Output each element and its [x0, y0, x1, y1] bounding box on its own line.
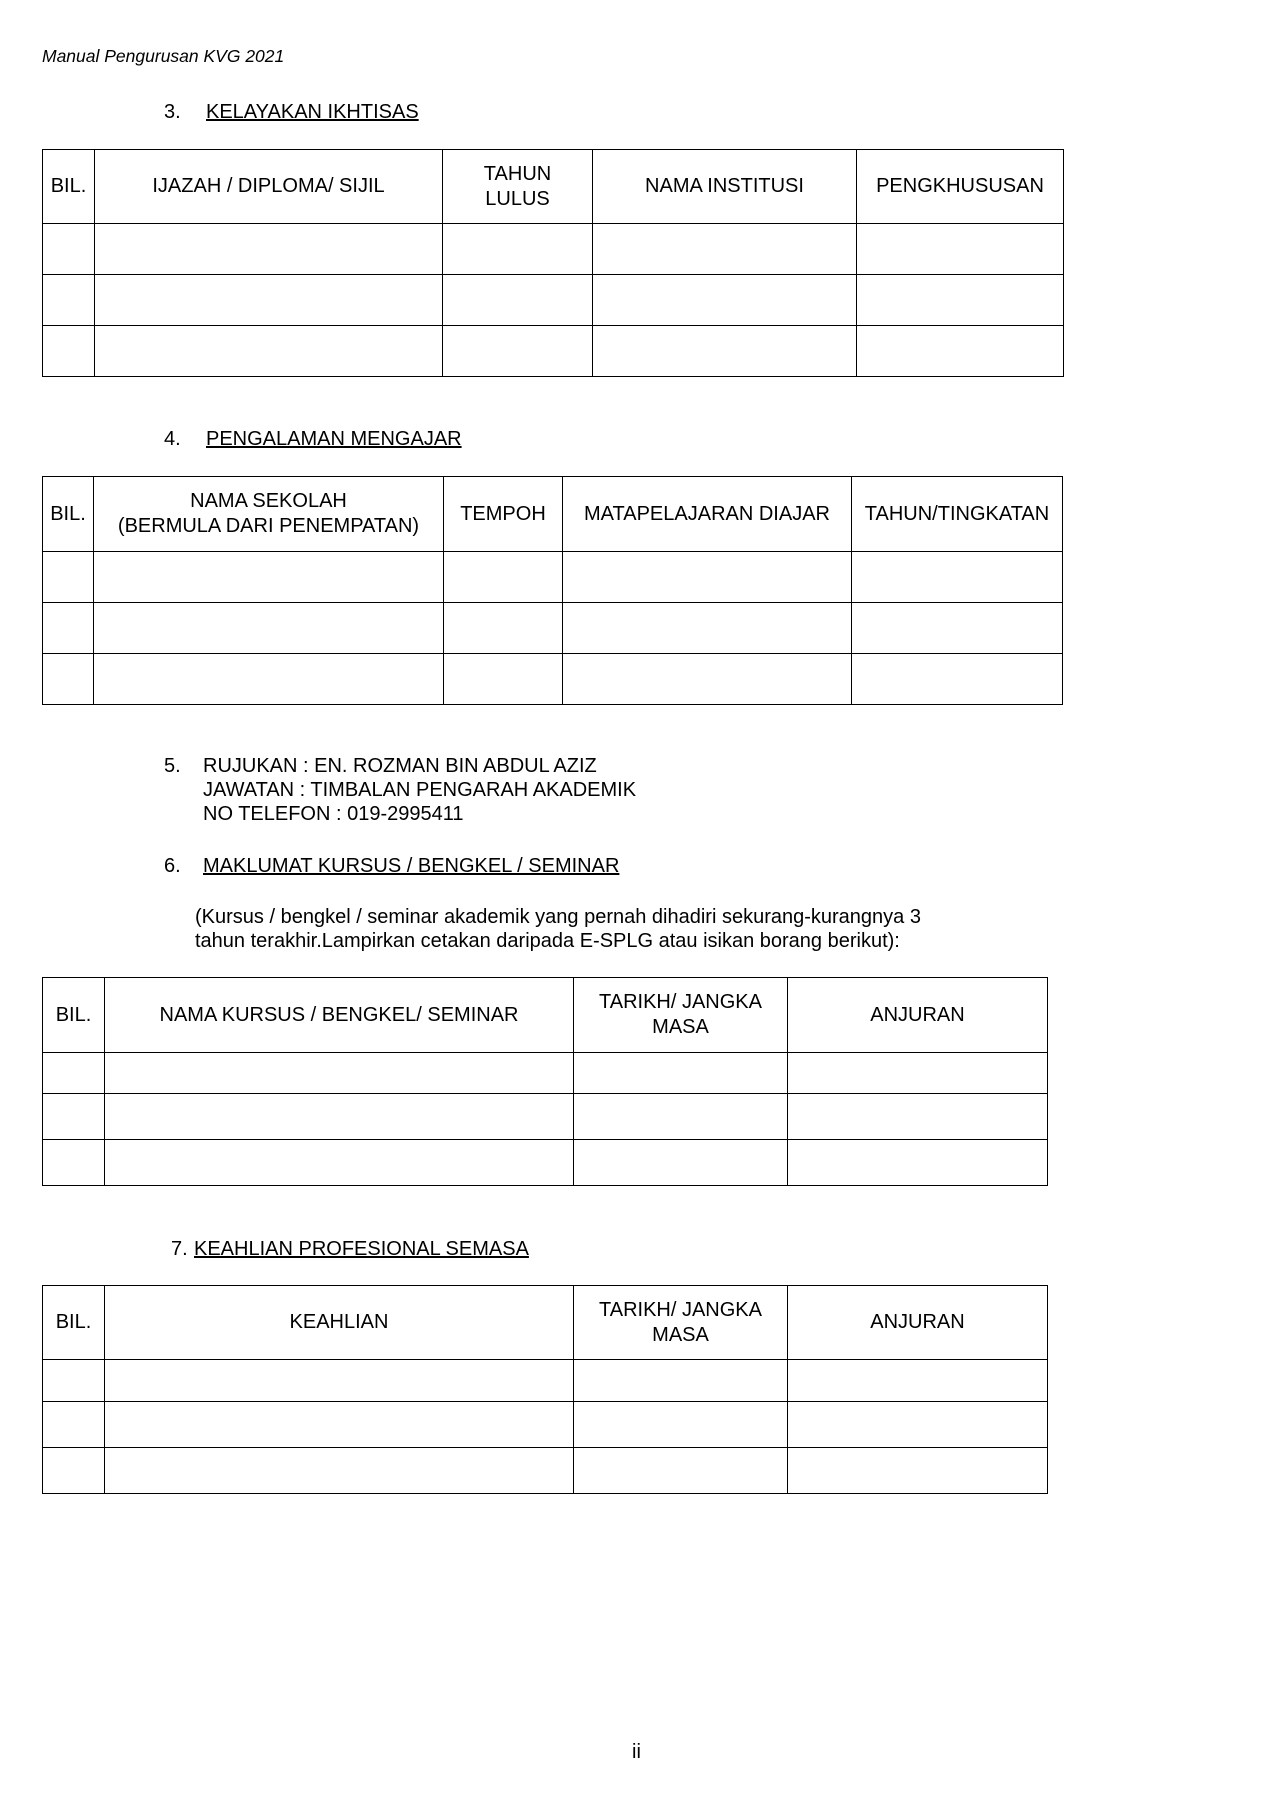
input-cell[interactable]: [43, 1094, 105, 1140]
section-6-title: MAKLUMAT KURSUS / BENGKEL / SEMINAR: [203, 855, 620, 877]
input-cell[interactable]: [43, 224, 95, 275]
qualification-table: [42, 149, 1064, 377]
col-tahun: TAHUN: [483, 162, 552, 185]
input-cell[interactable]: [788, 1448, 1048, 1494]
input-cell[interactable]: [95, 275, 443, 326]
input-cell[interactable]: [43, 1360, 105, 1402]
input-cell[interactable]: [105, 1360, 574, 1402]
section-6-heading: [164, 855, 619, 878]
input-cell[interactable]: [43, 1448, 105, 1494]
table-row: [43, 552, 1063, 603]
col-tarikh-line1: TARIKH/ JANGKA: [599, 991, 762, 1013]
input-cell[interactable]: [443, 275, 593, 326]
col-nama-institusi: NAMA INSTITUSI: [593, 150, 857, 224]
section-4-title: PENGALAMAN MENGAJAR: [206, 428, 462, 450]
input-cell[interactable]: [444, 552, 563, 603]
col-nama-kursus: NAMA KURSUS / BENGKEL/ SEMINAR: [105, 978, 574, 1053]
input-cell[interactable]: [105, 1402, 574, 1448]
running-header: Manual Pengurusan KVG 2021: [42, 46, 285, 66]
col-matapelajaran: MATAPELAJARAN DIAJAR: [563, 477, 852, 552]
input-cell[interactable]: [574, 1360, 788, 1402]
input-cell[interactable]: [444, 654, 563, 705]
input-cell[interactable]: [563, 654, 852, 705]
col-tarikh-line1: TARIKH/ JANGKA: [599, 1298, 762, 1321]
section-3-title: KELAYAKAN IKHTISAS: [206, 101, 419, 123]
col-bil: BIL.: [43, 1286, 105, 1360]
section-7-heading: [171, 1238, 529, 1261]
teaching-experience-table: [42, 476, 1063, 705]
input-cell[interactable]: [574, 1053, 788, 1094]
page-number: ii: [632, 1741, 641, 1763]
section-5-number: 5.: [164, 755, 181, 777]
input-cell[interactable]: [852, 654, 1063, 705]
col-keahlian: KEAHLIAN: [105, 1286, 574, 1360]
col-tahun-tingkatan: TAHUN/TINGKATAN: [852, 477, 1063, 552]
table-row: [43, 1140, 1048, 1186]
input-cell[interactable]: [563, 603, 852, 654]
input-cell[interactable]: [95, 224, 443, 275]
col-ijazah: IJAZAH / DIPLOMA/ SIJIL: [95, 150, 443, 224]
input-cell[interactable]: [852, 552, 1063, 603]
input-cell[interactable]: [593, 224, 857, 275]
col-tarikh: [574, 1286, 788, 1360]
section-3-heading: [164, 101, 419, 124]
col-tahun-lulus: [443, 150, 593, 224]
col-tarikh-line2: MASA: [652, 1016, 709, 1038]
input-cell[interactable]: [43, 603, 94, 654]
input-cell[interactable]: [574, 1448, 788, 1494]
input-cell[interactable]: [593, 275, 857, 326]
input-cell[interactable]: [94, 654, 444, 705]
section-6-note-line1: (Kursus / bengkel / seminar akademik yang pernah dihadiri sekurang-kurangnya 3: [195, 906, 921, 928]
col-bil: BIL.: [43, 978, 105, 1053]
input-cell[interactable]: [574, 1140, 788, 1186]
courses-header-row: [43, 978, 1048, 1053]
section-4-number: 4.: [164, 428, 181, 450]
section-3-number: 3.: [164, 101, 181, 123]
input-cell[interactable]: [444, 603, 563, 654]
input-cell[interactable]: [105, 1140, 574, 1186]
membership-header-row: [43, 1286, 1048, 1360]
input-cell[interactable]: [43, 326, 95, 377]
col-tarikh-line2: MASA: [652, 1323, 709, 1346]
input-cell[interactable]: [443, 326, 593, 377]
input-cell[interactable]: [43, 1140, 105, 1186]
input-cell[interactable]: [788, 1094, 1048, 1140]
table-row: [43, 1448, 1048, 1494]
col-bil: BIL.: [43, 150, 95, 224]
table-row: [43, 275, 1064, 326]
input-cell[interactable]: [788, 1402, 1048, 1448]
table-row: [43, 1053, 1048, 1094]
col-anjuran: ANJURAN: [788, 1286, 1048, 1360]
input-cell[interactable]: [788, 1360, 1048, 1402]
section-4-heading: [164, 428, 462, 451]
input-cell[interactable]: [593, 326, 857, 377]
col-nama-sekolah-line2: (BERMULA DARI PENEMPATAN): [117, 515, 420, 537]
col-tarikh: [574, 978, 788, 1053]
col-anjuran: ANJURAN: [788, 978, 1048, 1053]
input-cell[interactable]: [94, 603, 444, 654]
col-pengkhususan: PENGKHUSUSAN: [857, 150, 1064, 224]
table-row: [43, 1402, 1048, 1448]
input-cell[interactable]: [857, 275, 1064, 326]
col-bil: BIL.: [43, 477, 94, 552]
col-nama-sekolah: [94, 477, 444, 552]
table-row: [43, 1360, 1048, 1402]
input-cell[interactable]: [105, 1448, 574, 1494]
section-6-note-line2: tahun terakhir.Lampirkan cetakan daripada E-SPLG atau isikan borang berikut):: [195, 930, 900, 952]
input-cell[interactable]: [574, 1094, 788, 1140]
input-cell[interactable]: [43, 1053, 105, 1094]
table-row: [43, 1094, 1048, 1140]
input-cell[interactable]: [563, 552, 852, 603]
reference-phone: NO TELEFON : 019-2995411: [203, 803, 464, 825]
input-cell[interactable]: [105, 1053, 574, 1094]
input-cell[interactable]: [443, 224, 593, 275]
section-6-number: 6.: [164, 855, 181, 877]
table-row: [43, 326, 1064, 377]
table-row: [43, 224, 1064, 275]
input-cell[interactable]: [43, 654, 94, 705]
col-nama-sekolah-line1: NAMA SEKOLAH: [190, 490, 347, 512]
qualification-header-row: [43, 150, 1064, 224]
reference-name: RUJUKAN : EN. ROZMAN BIN ABDUL AZIZ: [203, 755, 597, 777]
input-cell[interactable]: [857, 326, 1064, 377]
input-cell[interactable]: [105, 1094, 574, 1140]
teaching-header-row: [43, 477, 1063, 552]
courses-table: [42, 977, 1048, 1186]
input-cell[interactable]: [95, 326, 443, 377]
input-cell[interactable]: [43, 275, 95, 326]
input-cell[interactable]: [788, 1053, 1048, 1094]
reference-position: JAWATAN : TIMBALAN PENGARAH AKADEMIK: [203, 779, 637, 801]
table-row: [43, 603, 1063, 654]
input-cell[interactable]: [857, 224, 1064, 275]
col-lulus: LULUS: [485, 187, 550, 210]
input-cell[interactable]: [852, 603, 1063, 654]
input-cell[interactable]: [43, 552, 94, 603]
col-tempoh: TEMPOH: [444, 477, 563, 552]
membership-table: [42, 1285, 1048, 1494]
input-cell[interactable]: [94, 552, 444, 603]
input-cell[interactable]: [788, 1140, 1048, 1186]
section-7-number: 7.: [171, 1238, 188, 1260]
input-cell[interactable]: [574, 1402, 788, 1448]
section-7-title: KEAHLIAN PROFESIONAL SEMASA: [194, 1238, 529, 1260]
input-cell[interactable]: [43, 1402, 105, 1448]
table-row: [43, 654, 1063, 705]
